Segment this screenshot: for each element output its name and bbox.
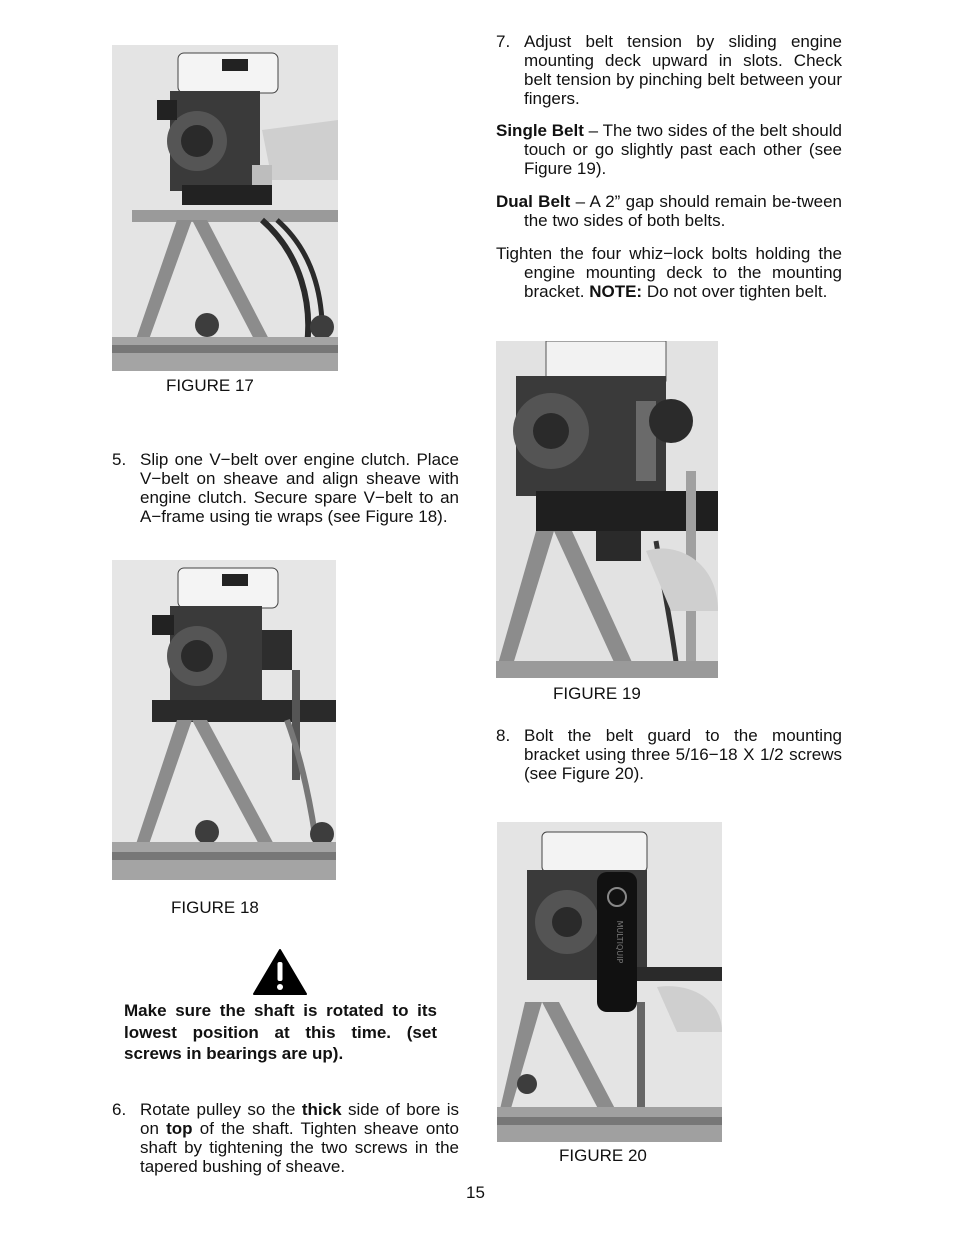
step-text <box>140 1100 459 1176</box>
step-text-part: side of bore is on <box>140 1100 460 1138</box>
step-text: Adjust belt tension by sliding engine mounting deck upward in slots. Check belt tension by pinching belt between your fingers. <box>524 32 842 108</box>
svg-text:MULTIQUIP: MULTIQUIP <box>615 920 624 964</box>
figure-20-photo <box>497 822 722 1142</box>
step-text-part: Rotate pulley so the <box>140 1100 302 1119</box>
step-5 <box>112 450 459 526</box>
step-number: 6. <box>112 1100 127 1119</box>
step-6 <box>112 1100 459 1176</box>
step-text-part: of the shaft. Tighten sheave onto shaft by tightening the two screws in the tapered bushing of sheave. <box>140 1119 459 1176</box>
page-number: 15 <box>466 1183 485 1202</box>
tighten-paragraph <box>496 244 842 301</box>
figure-20-caption: FIGURE 20 <box>559 1146 647 1165</box>
emphasis-thick: thick <box>301 1100 342 1119</box>
figure-18-caption: FIGURE 18 <box>171 898 259 917</box>
step-number: 8. <box>496 726 511 745</box>
tighten-text-end: Do not over tighten belt. <box>642 282 828 301</box>
single-belt-label: Single Belt <box>496 121 584 140</box>
note-label: NOTE: <box>589 282 643 301</box>
figure-18-photo <box>112 560 336 880</box>
figure-17-photo <box>112 45 338 371</box>
step-8 <box>496 726 842 783</box>
dual-belt-text: – A 2” gap should remain be-tween the two sides of both belts. <box>524 192 842 230</box>
single-belt-paragraph <box>496 121 842 178</box>
step-number: 5. <box>112 450 127 469</box>
figure-19-caption: FIGURE 19 <box>553 684 641 703</box>
dual-belt-label: Dual Belt <box>496 192 571 211</box>
step-number: 7. <box>496 32 511 51</box>
emphasis-top: top <box>166 1119 193 1138</box>
figure-17-caption: FIGURE 17 <box>166 376 254 395</box>
warning-icon <box>252 948 308 996</box>
figure-19-photo <box>496 341 718 678</box>
tighten-text: Tighten the four whiz−lock bolts holding the engine mounting deck to the mounting bracket. <box>496 244 842 301</box>
step-text: Slip one V−belt over engine clutch. Place V−belt on sheave and align sheave with engine clutch. Secure spare V−belt to an A−frame using tie wraps (see Figure 18). <box>140 450 459 526</box>
step-7 <box>496 32 842 108</box>
dual-belt-paragraph <box>496 192 842 230</box>
single-belt-text: – The two sides of the belt should touch or go slightly past each other (see Figure 19). <box>524 121 842 178</box>
step-text: Bolt the belt guard to the mounting bracket using three 5/16−18 X 1/2 screws (see Figure 20). <box>524 726 842 783</box>
warning-text: Make sure the shaft is rotated to its lowest position at this time. (set screws in bearings are up). <box>124 1001 437 1063</box>
